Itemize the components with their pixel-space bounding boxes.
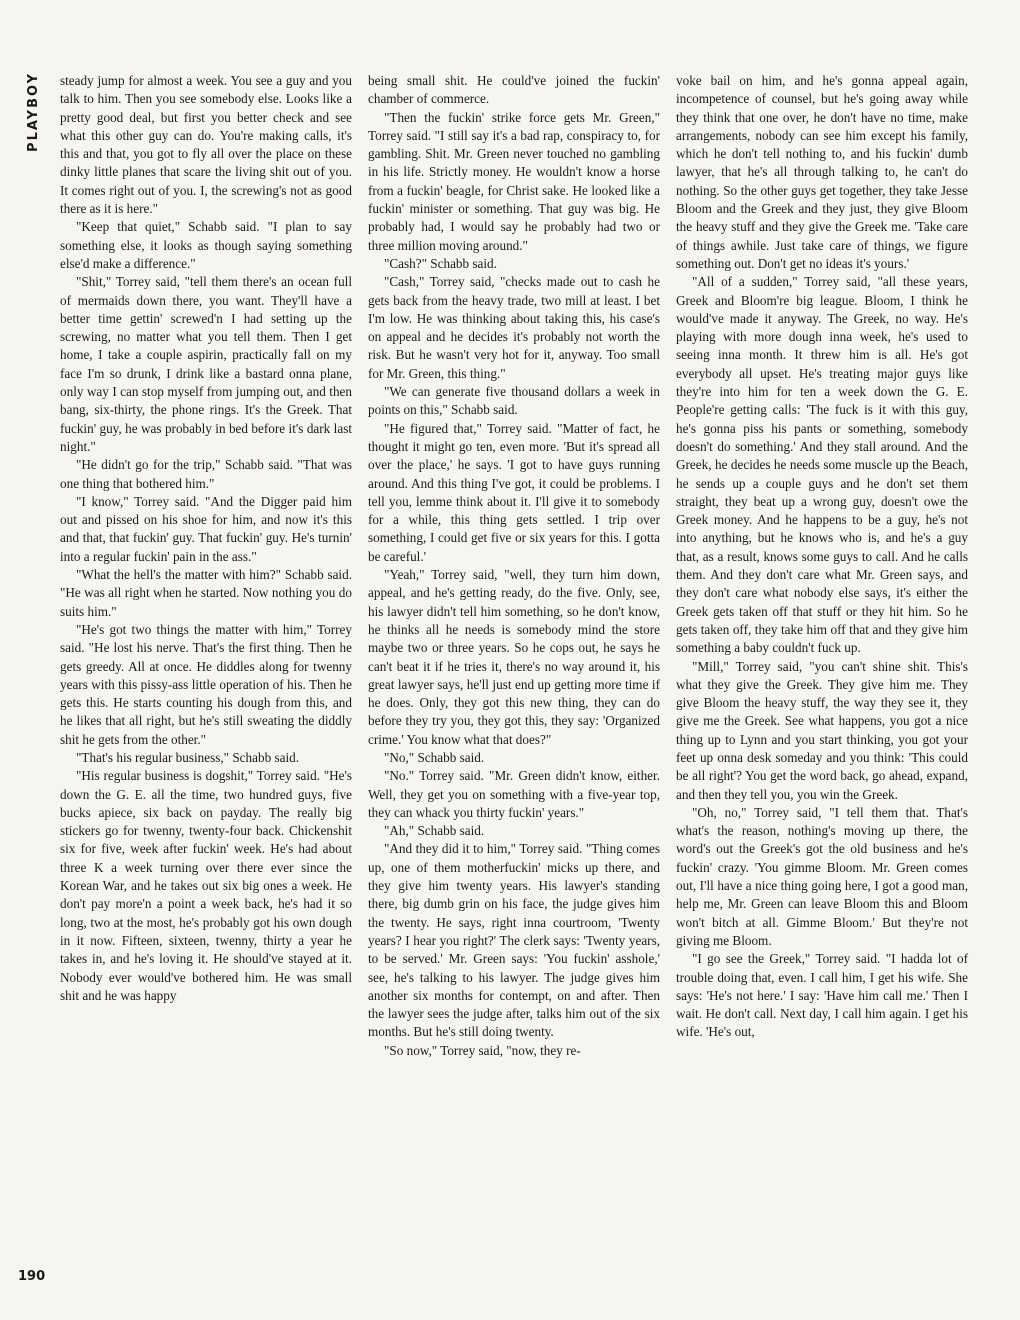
body-paragraph: "We can generate five thousand dollars a week in points on this," Schabb said. [368,384,660,418]
body-paragraph: steady jump for almost a week. You see a guy and you talk to him. Then you see somebody else. Looks like a pretty good deal, but first you better check and see what this other guy can do. You're making calls, it's this and that, you got to fly all over the place on these dinky little planes that scare the living shit out of you. It comes right out of you. I, the screwing's not as good there as it is here." [60,73,352,217]
column-1 [60,72,352,1005]
body-paragraph: "Mill," Torrey said, "you can't shine shit. This's what they give the Greek. They give him me. They give Bloom the heavy stuff, the way they see it, they give me the Greek. See what happens, you got a nice thing up to Lynn and you start thinking, you got your feet up onna desk someday and you think: 'This could be all right'? You get the word back, go ahead, expand, and then they tell you, you win the Greek. [676,658,968,802]
column-2 [368,72,660,1060]
body-paragraph: "No," Schabb said. [384,749,485,765]
body-paragraph: voke bail on him, and he's gonna appeal again, incompetence of counsel, but he's going away while they think that one over, he don't have no time, make arrangements, nobody can see him except his family, which he don't tell nothing to, and his fuckin' dumb lawyer, that he's all through talking to, he can't do nothing. So the other guys get together, they take Jesse Bloom and the Greek and they just, they give Bloom the heavy stuff and they give the Greek me. 'Take care of things awhile. Just take care of things, we figure something out. Don't get no ideas it's yours.' [676,73,968,271]
body-paragraph: "Yeah," Torrey said, "well, they turn him down, appeal, and he's getting ready, do the five. Only, see, his lawyer didn't tell him something, so he don't know, he thinks all he needs is somebody mind the store maybe two or three years. So he cops out, he says he can't beat it if he tries it, there's no way around it, his great lawyer says, he'll just end up getting more time if he does. Only, they got this new thing, they can do before they try you, they got this, they say: 'Organized crime.' You know what that does?" [368,567,660,747]
body-paragraph: "Cash," Torrey said, "checks made out to cash he gets back from the heavy trade, two mill at least. I bet I'm low. He was thinking about taking this, his case's on appeal and he decides it's probably not worth the risk. But he wasn't very hot for it, anyway. Too small for Mr. Green, this thing." [368,274,660,381]
body-paragraph: "He's got two things the matter with him," Torrey said. "He lost his nerve. That's the first thing. Then he gets greedy. All at once. He diddles along for twenny years with this pissy-ass little operation of his. Then he gets this. He starts counting his dough from this, and he likes that all right, but he's still sweating the diddly shit he gets from the other." [60,621,352,747]
body-paragraph: "All of a sudden," Torrey said, "all these years, Greek and Bloom're big league. Bloom, I think he would've made it anyway. The Greek, no way. He's playing with more dough inna week, he's used to seeing inna month. It threw him is all. He's got everybody all upset. He's treating major guys like they're into him for ten a week down the G. E. People're getting calls: 'The fuck is it with this guy, he's gonna piss his pants or something, somebody doesn't do something.' And they stall around. And the Greek, he decides he needs some muscle up the Beach, he sends up a couple guys and he don't set them straight, they beat up a wrong guy, doesn't owe the Greek money. And he happens to be a guy, he's not into anything, but he knows who is, and he's a guy that, as a result, knows some guys to call. And he calls them. And they don't care what Mr. Green says, and they don't care what nobody else says, it's either the Greek gets taken off that stuff or they hit him. So he gets taken off, they take him off that and they give him something a baby couldn't fuck up. [676,274,968,656]
body-paragraph: "I know," Torrey said. "And the Digger paid him out and pissed on his shoe for him, and now it's this and that, that fuckin' guy. That fuckin' guy. He's turnin' into a regular fuckin' pain in the ass." [60,493,352,564]
body-paragraph: "He didn't go for the trip," Schabb said. "That was one thing that bothered him." [60,457,352,491]
body-paragraph: "His regular business is dogshit," Torrey said. "He's down the G. E. all the time, two hundred guys, five bucks apiece, six back on payday. The really big stickers go for twenny, twenty-four back. Chickenshit six for five, week after fuckin' week. He's had about three K a week turning over there ever since the Korean War, and he takes out six big ones a week. He don't pay more'n a point a week back, he's had it so long, two at the most, he's probably got his own dough in it now. Fifteen, sixteen, twenny, thirty a year he takes in, and he's loving it. He should've stayed at it. Nobody ever would've bothered him. He was small shit and he was happy [60,768,352,1003]
body-paragraph: "That's his regular business," Schabb said. [76,749,300,765]
column-3 [676,72,968,1042]
body-paragraph: "Oh, no," Torrey said, "I tell them that. That's what's the reason, nothing's moving up there, the word's out the Greek's got the old business and he's fuckin' crazy. 'You gimme Bloom. Mr. Green comes out, I'll have a nice thing going here, I got a good man, help me, Mr. Green can leave Bloom this and Bloom won't bitch at all. Gimme Bloom.' But they're not giving me Bloom. [676,804,968,948]
page-number: 190 [18,1269,46,1284]
body-paragraph: "So now," Torrey said, "now, they re- [384,1042,581,1058]
body-paragraph: "Keep that quiet," Schabb said. "I plan to say something else, it looks as though saying something else'd make a difference." [60,219,352,271]
body-paragraph: "Cash?" Schabb said. [384,255,497,271]
body-paragraph: "He figured that," Torrey said. "Matter of fact, he thought it might go ten, even more. 'But it's spread all over the place,' he says. 'I got to have guys running around. And this thing I've got, it could be problems. I tell you, lemme think about it. I'll give it to somebody for a while, this thing gets settled. I trip over something, I could get five or six years for this. I gotta be careful.' [368,420,660,564]
body-paragraph: "Ah," Schabb said. [384,823,485,839]
body-paragraph: "No." Torrey said. "Mr. Green didn't know, either. Well, they get you on something with a five-year top, they can whack you thirty fuckin' years." [368,768,660,820]
body-paragraph: "Then the fuckin' strike force gets Mr. Green," Torrey said. "I still say it's a bad rap, conspiracy to, for gambling. Shit. Mr. Green never touched no gambling in his life. Strictly money. He wouldn't know a horse from a fuckin' beagle, for Christ sake. He looked like a fuckin' minister or something. That guy was big. He probably had, I would say he probably had two or three million moving around." [368,109,660,253]
body-paragraph: "I go see the Greek," Torrey said. "I hadda lot of trouble doing that, even. I call him, I get his wife. She says: 'He's not here.' I say: 'Have him call me.' Then I wait. He don't call. Next day, I call him again. I get his wife. 'He's out, [676,951,968,1040]
body-paragraph: "Shit," Torrey said, "tell them there's an ocean full of mermaids down there, you want. They'll have a better time gettin' screwed'n I had setting up the screwing, no matter what you tell them. Then I get home, I take a couple aspirin, practically fall on my face I'm so drunk, I drink like a bastard onna plane, only way I can stop myself from jumping out, and then bang, six-thirty, the phone rings. It's the Greek. That fuckin' guy, he was probably in bed before it's dark last night." [60,274,352,454]
body-paragraph: being small shit. He could've joined the fuckin' chamber of commerce. [368,73,660,107]
magazine-name-vertical: PLAYBOY [26,72,41,152]
body-paragraph: "And they did it to him," Torrey said. "Thing comes up, one of them motherfuckin' micks up there, and they give him twenty years. His lawyer's standing there, big dumb grin on his face, the judge gives him the twenty. He says, right inna courtroom, 'Twenty years? I hear you right?' The clerk says: 'Twenty years, to be served.' Mr. Green says: 'You fuckin' asshole,' see, he's talking to his lawyer. The judge gives him another six months for contempt, on and after. Then the lawyer sees the judge after, talks him out of the six months. But he's still doing twenty. [368,841,660,1040]
body-paragraph: "What the hell's the matter with him?" Schabb said. "He was all right when he started. Now nothing you do suits him." [60,567,352,619]
